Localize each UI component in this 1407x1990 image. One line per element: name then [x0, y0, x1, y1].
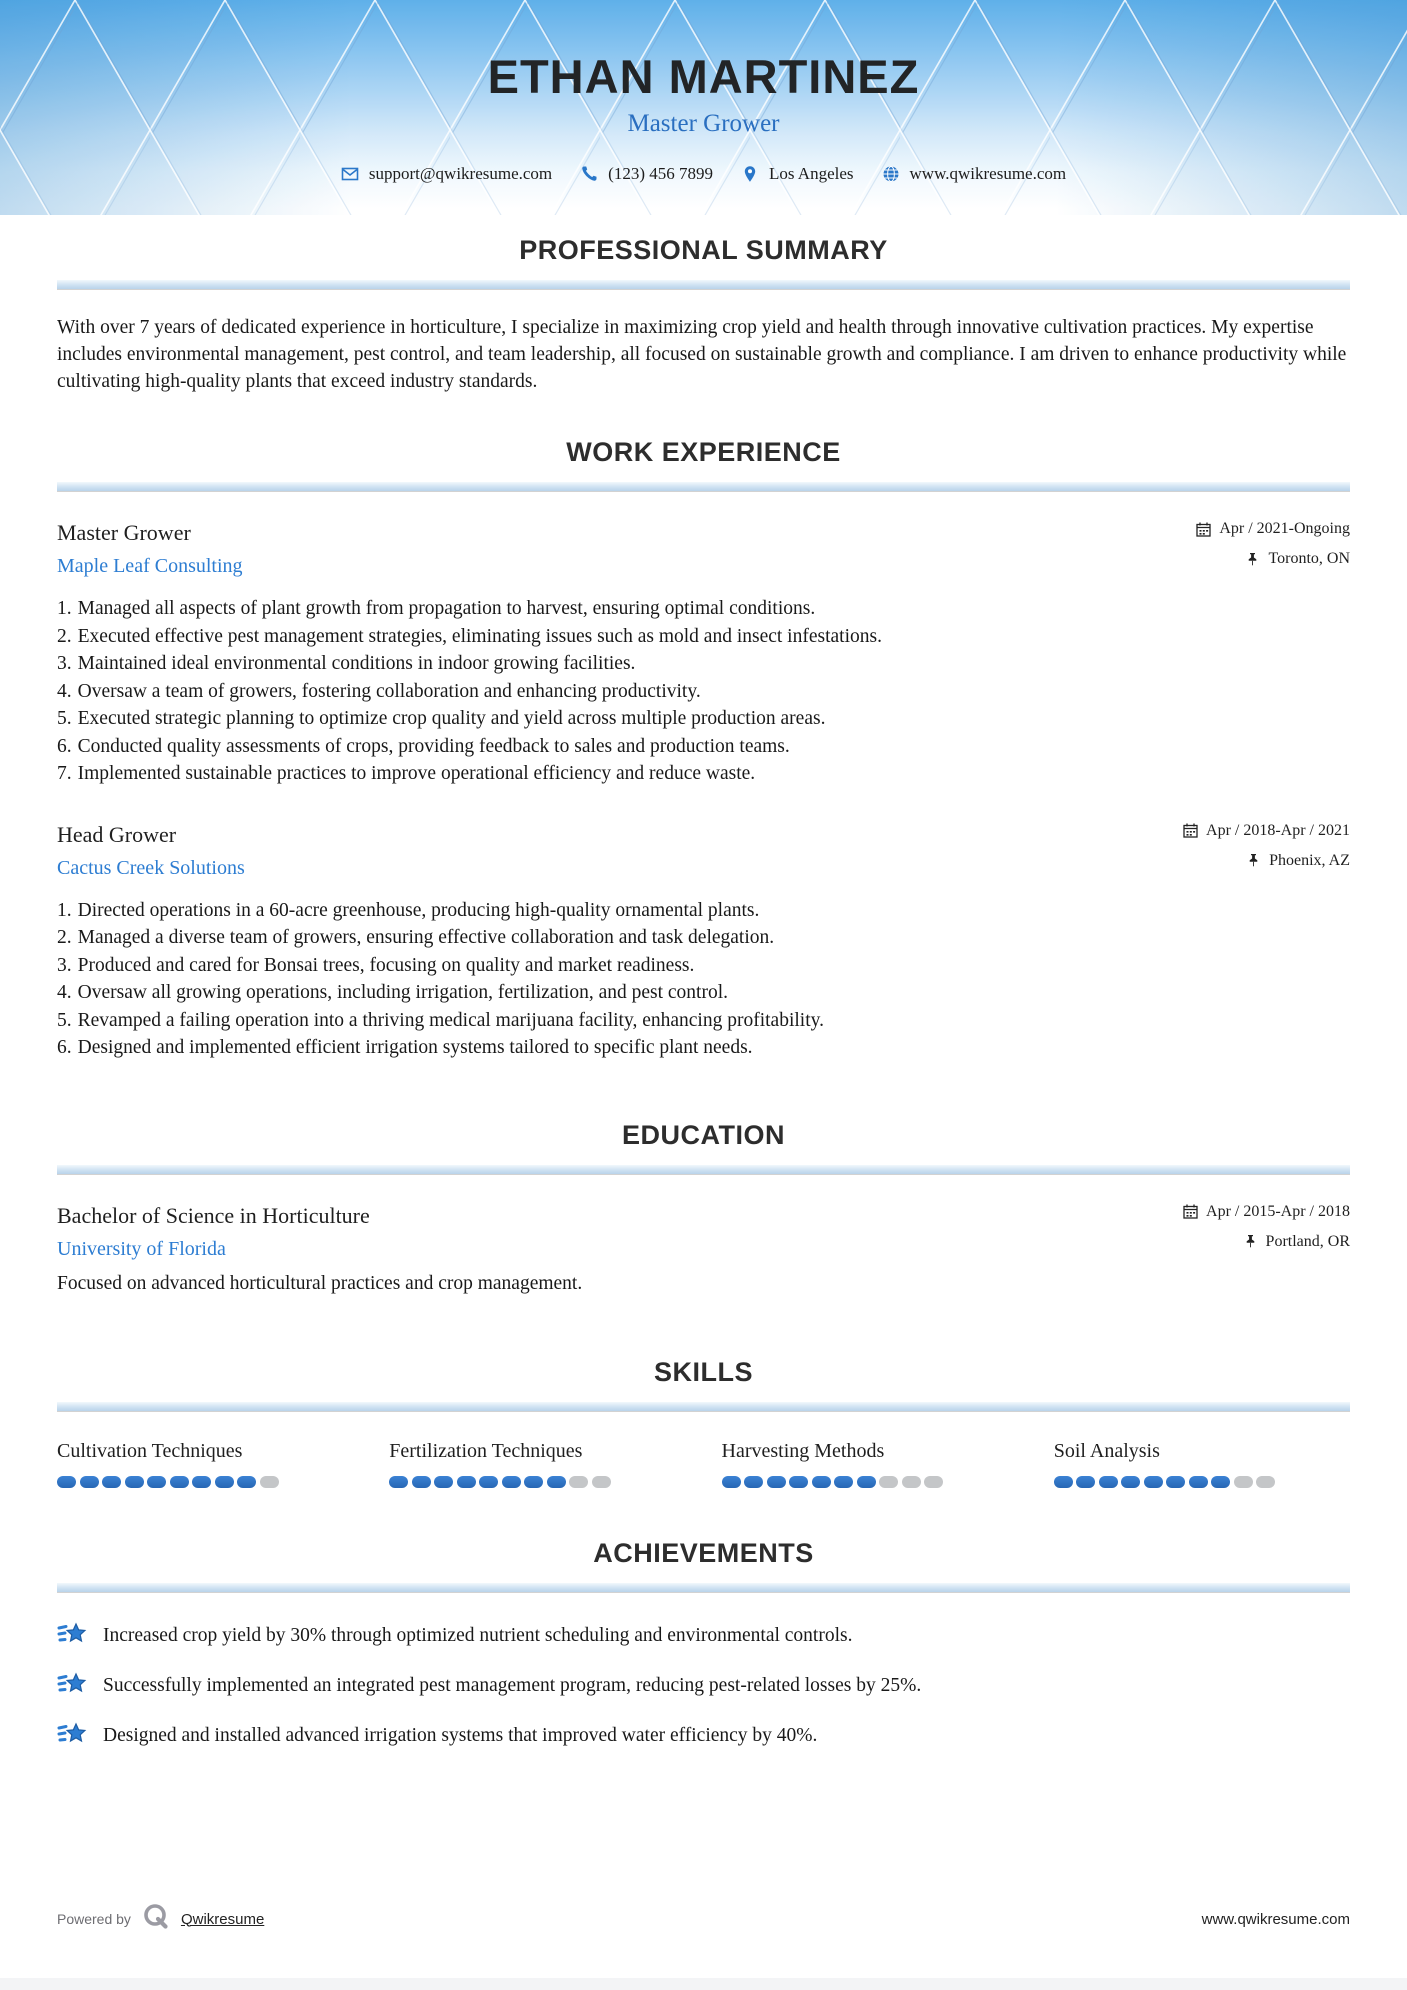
section-education	[57, 1120, 1350, 1295]
section-divider	[57, 1583, 1350, 1593]
skill-dot-filled	[237, 1476, 256, 1488]
skill-dot-filled	[1144, 1476, 1163, 1488]
calendar-icon	[1183, 823, 1198, 838]
skill-item	[1054, 1440, 1350, 1488]
powered-by	[57, 1902, 264, 1937]
skill-dot-filled	[479, 1476, 498, 1488]
work-experience-heading: WORK EXPERIENCE	[566, 437, 841, 467]
job-bullet: 6. Conducted quality assessments of crops, providing feedback to sales and production teams.	[57, 735, 790, 757]
job-bullet: 4. Oversaw all growing operations, including irrigation, fertilization, and pest control.	[57, 982, 728, 1003]
job-bullet: 2. Executed effective pest management strategies, eliminating issues such as mold and insect infestations.	[57, 625, 882, 647]
skill-name: Soil Analysis	[1053, 1439, 1160, 1462]
achievement-item	[57, 1723, 1350, 1754]
section-divider	[57, 1402, 1350, 1412]
qwikresume-link[interactable]: Qwikresume	[180, 1910, 265, 1928]
skill-dot-empty	[1234, 1476, 1253, 1488]
skill-level-dots	[57, 1476, 353, 1488]
skill-dot-filled	[434, 1476, 453, 1488]
education-school-link[interactable]: University of Florida	[57, 1237, 226, 1260]
job-title: Master Grower	[57, 520, 191, 545]
skill-dot-empty	[1256, 1476, 1275, 1488]
skill-dot-filled	[1189, 1476, 1208, 1488]
education-degree: Bachelor of Science in Horticulture	[57, 1202, 370, 1228]
education-location: Portland, OR	[1265, 1232, 1350, 1250]
job-dates: Apr / 2021-Ongoing	[1219, 520, 1350, 537]
phone-icon	[580, 165, 598, 183]
skill-name: Cultivation Techniques	[57, 1439, 243, 1462]
skill-name: Harvesting Methods	[721, 1439, 885, 1462]
shooting-star-icon	[57, 1671, 87, 1704]
skill-dot-filled	[789, 1476, 808, 1488]
achievement-item	[57, 1673, 1350, 1704]
pushpin-icon	[1245, 552, 1260, 567]
contact-website-text: www.qwikresume.com	[909, 164, 1067, 184]
skill-dot-filled	[125, 1476, 144, 1488]
job-location: Toronto, ON	[1268, 550, 1350, 567]
header-banner	[0, 0, 1407, 215]
skill-dot-filled	[502, 1476, 521, 1488]
job-bullet: 1. Managed all aspects of plant growth from propagation to harvest, ensuring optimal conditions.	[57, 598, 816, 619]
contact-phone	[580, 164, 713, 184]
skill-dot-filled	[524, 1476, 543, 1488]
contact-website[interactable]	[882, 164, 1067, 184]
skill-dot-filled	[170, 1476, 189, 1488]
job-bullet-list	[57, 595, 1350, 788]
job-bullet: 3. Maintained ideal environmental conditions in indoor growing facilities.	[57, 653, 636, 674]
map-pin-icon	[741, 165, 759, 183]
skill-dot-filled	[192, 1476, 211, 1488]
education-dates: Apr / 2015-Apr / 2018	[1206, 1202, 1350, 1220]
job-location: Phoenix, AZ	[1269, 851, 1350, 869]
skill-dot-empty	[569, 1476, 588, 1488]
skill-item	[389, 1440, 685, 1488]
section-skills	[57, 1357, 1350, 1488]
skill-dot-empty	[592, 1476, 611, 1488]
skill-dot-filled	[215, 1476, 234, 1488]
skill-dot-filled	[547, 1476, 566, 1488]
skill-level-dots	[1054, 1476, 1350, 1488]
calendar-icon	[1183, 1204, 1198, 1219]
skill-dot-filled	[1166, 1476, 1185, 1488]
contact-email-text: support@qwikresume.com	[368, 164, 553, 184]
achievement-text: Increased crop yield by 30% through optimized nutrient scheduling and environmental controls.	[103, 1624, 853, 1646]
summary-text: With over 7 years of dedicated experience in horticulture, I specialize in maximizing crop yield and health through innovative cultivation practices. My expertise includes environmental management, pest control, and team leadership, all focused on sustainable growth and compliance. I am driven to enhance productivity while cultivating high-quality plants that exceed industry standards.	[57, 317, 1347, 392]
skill-level-dots	[389, 1476, 685, 1488]
resume-body	[0, 235, 1407, 1754]
achievement-list	[57, 1623, 1350, 1754]
job-bullet: 3. Produced and cared for Bonsai trees, focusing on quality and market readiness.	[57, 954, 695, 976]
job-company-link[interactable]: Maple Leaf Consulting	[57, 555, 243, 577]
skill-dot-filled	[812, 1476, 831, 1488]
contact-row	[0, 164, 1407, 184]
skill-item	[57, 1440, 353, 1488]
skill-level-dots	[722, 1476, 1018, 1488]
skill-dot-filled	[834, 1476, 853, 1488]
job-bullet: 1. Directed operations in a 60-acre greenhouse, producing high-quality ornamental plants.	[57, 899, 760, 921]
skill-dot-filled	[722, 1476, 741, 1488]
job-entry	[57, 520, 1350, 788]
job-bullet: 5. Revamped a failing operation into a thriving medical marijuana facility, enhancing profitability.	[57, 1009, 824, 1031]
section-professional-summary	[57, 235, 1350, 395]
job-bullet: 4. Oversaw a team of growers, fostering collaboration and enhancing productivity.	[57, 680, 701, 702]
skill-dot-filled	[1211, 1476, 1230, 1488]
section-achievements	[57, 1538, 1350, 1754]
skill-dot-empty	[260, 1476, 279, 1488]
skills-grid	[57, 1440, 1350, 1488]
qwikresume-logo	[141, 1902, 171, 1937]
skill-dot-empty	[924, 1476, 943, 1488]
contact-location-text: Los Angeles	[768, 164, 854, 184]
page-bottom-edge	[0, 1978, 1407, 1990]
page-footer	[57, 1898, 1350, 1940]
job-dates: Apr / 2018-Apr / 2021	[1206, 821, 1350, 839]
pushpin-icon	[1243, 1234, 1258, 1249]
skill-dot-filled	[57, 1476, 76, 1488]
education-description: Focused on advanced horticultural practices and crop management.	[57, 1272, 583, 1294]
powered-by-label: Powered by	[57, 1911, 131, 1927]
contact-phone-text: (123) 456 7899	[608, 164, 713, 184]
section-divider	[57, 1165, 1350, 1175]
skill-dot-filled	[1054, 1476, 1073, 1488]
skill-dot-filled	[389, 1476, 408, 1488]
skill-dot-filled	[744, 1476, 763, 1488]
globe-icon	[882, 165, 900, 183]
pushpin-icon	[1246, 853, 1261, 868]
skill-dot-filled	[457, 1476, 476, 1488]
achievement-text: Designed and installed advanced irrigation systems that improved water efficiency by 40%.	[103, 1724, 818, 1746]
job-bullet: 2. Managed a diverse team of growers, ensuring effective collaboration and task delegation.	[57, 927, 775, 948]
skill-item	[722, 1440, 1018, 1488]
skill-dot-filled	[147, 1476, 166, 1488]
skill-dot-filled	[102, 1476, 121, 1488]
section-work-experience	[57, 437, 1350, 1062]
achievement-item	[57, 1623, 1350, 1654]
skill-dot-filled	[412, 1476, 431, 1488]
calendar-icon	[1196, 522, 1211, 537]
job-bullet-list	[57, 897, 1350, 1062]
shooting-star-icon	[57, 1621, 87, 1654]
skill-dot-filled	[767, 1476, 786, 1488]
candidate-job-title: Master Grower	[627, 110, 780, 138]
skill-dot-filled	[1076, 1476, 1095, 1488]
job-bullet: 5. Executed strategic planning to optimize crop quality and yield across multiple production areas.	[57, 708, 826, 729]
skill-dot-filled	[1121, 1476, 1140, 1488]
job-bullet: 6. Designed and implemented efficient irrigation systems tailored to specific plant needs.	[57, 1037, 753, 1058]
footer-website: www.qwikresume.com	[1201, 1910, 1350, 1928]
shooting-star-icon	[57, 1721, 87, 1754]
section-divider	[57, 280, 1350, 290]
skill-dot-empty	[879, 1476, 898, 1488]
envelope-icon	[341, 165, 359, 183]
achievement-text: Successfully implemented an integrated pest management program, reducing pest-related losses by 25%.	[103, 1674, 922, 1696]
candidate-name: ETHAN MARTINEZ	[487, 50, 920, 103]
skill-dot-empty	[902, 1476, 921, 1488]
summary-heading: PROFESSIONAL SUMMARY	[519, 235, 888, 265]
job-bullet: 7. Implemented sustainable practices to improve operational efficiency and reduce waste.	[57, 763, 756, 784]
skill-dot-filled	[80, 1476, 99, 1488]
skill-dot-filled	[857, 1476, 876, 1488]
section-divider	[57, 482, 1350, 492]
education-entry	[57, 1203, 1350, 1295]
job-title: Head Grower	[57, 821, 177, 847]
job-entry	[57, 822, 1350, 1062]
education-heading: EDUCATION	[622, 1119, 785, 1150]
skill-dot-filled	[1099, 1476, 1118, 1488]
achievements-heading: ACHIEVEMENTS	[593, 1537, 814, 1568]
contact-email[interactable]	[341, 164, 552, 184]
skill-name: Fertilization Techniques	[389, 1439, 583, 1462]
job-company-link[interactable]: Cactus Creek Solutions	[57, 856, 245, 879]
contact-location	[741, 164, 854, 184]
skills-heading: SKILLS	[653, 1356, 753, 1387]
